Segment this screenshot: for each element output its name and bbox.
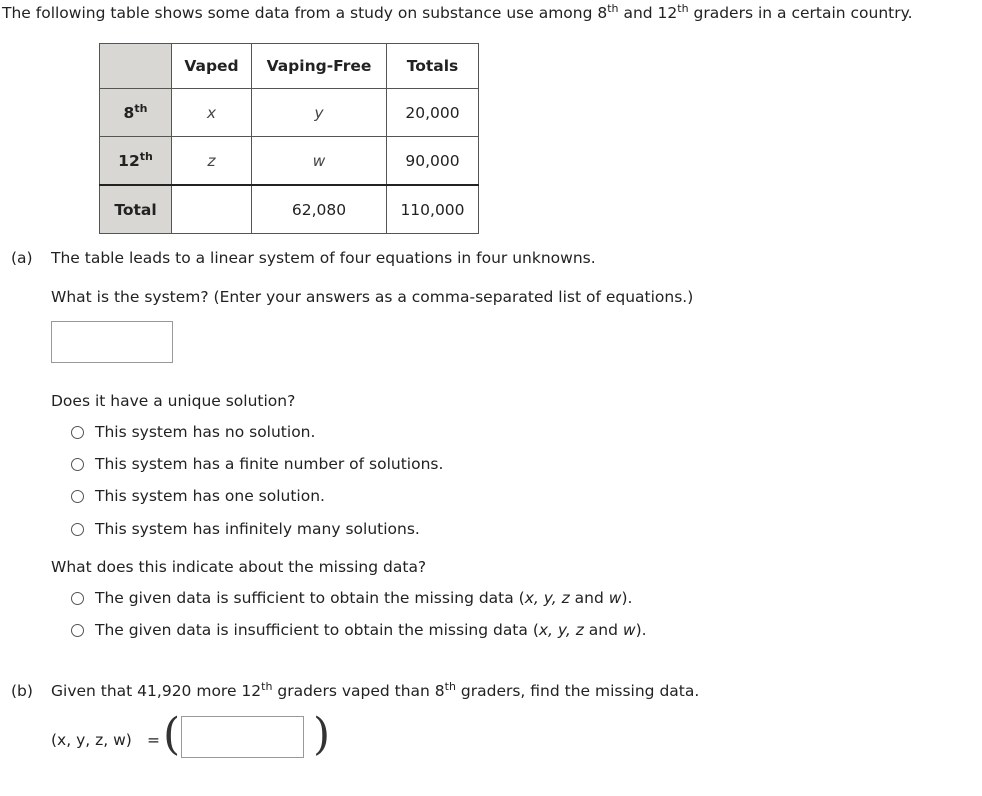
part-a-marker: (a): [11, 249, 33, 267]
cell-total-vaping-free: 62,080: [252, 185, 387, 234]
radio-button[interactable]: [71, 458, 84, 471]
row-header-8th: 8th: [100, 89, 172, 137]
column-header-vaped: Vaped: [172, 44, 252, 89]
cell-8th-vaping-free: y: [252, 89, 387, 137]
part-b-marker: (b): [11, 682, 33, 700]
row-header-total: Total: [100, 185, 172, 234]
equals-sign: =: [147, 731, 160, 749]
intro-text: The following table shows some data from a study on substance use among 8th and 12th graders in a certain country.: [2, 2, 913, 22]
table-row-8th: [100, 89, 479, 137]
table-corner-cell: [100, 44, 172, 89]
cell-8th-total: 20,000: [387, 89, 479, 137]
option-data-insufficient[interactable]: The given data is insufficient to obtain the missing data (x, y, z and w).: [71, 621, 647, 639]
radio-button[interactable]: [71, 490, 84, 503]
part-b-statement: Given that 41,920 more 12th graders vaped than 8th graders, find the missing data.: [51, 680, 700, 700]
radio-button[interactable]: [71, 592, 84, 605]
option-data-sufficient[interactable]: The given data is sufficient to obtain the missing data (x, y, z and w).: [71, 589, 632, 607]
cell-12th-vaped: z: [172, 137, 252, 186]
option-finite-solutions[interactable]: This system has a finite number of solutions.: [71, 455, 443, 473]
part-a-question: What is the system? (Enter your answers as a comma-separated list of equations.): [51, 288, 694, 306]
option-no-solution[interactable]: This system has no solution.: [71, 423, 315, 441]
row-header-12th: 12th: [100, 137, 172, 186]
data-table: [99, 43, 479, 234]
option-infinite-solutions[interactable]: This system has infinitely many solutions.: [71, 520, 420, 538]
tuple-answer-input[interactable]: [181, 716, 304, 758]
table-row-total: [100, 185, 479, 234]
radio-button[interactable]: [71, 624, 84, 637]
cell-12th-total: 90,000: [387, 137, 479, 186]
cell-total-total: 110,000: [387, 185, 479, 234]
cell-12th-vaping-free: w: [252, 137, 387, 186]
missing-data-question: What does this indicate about the missing data?: [51, 558, 427, 576]
tuple-label: (x, y, z, w): [51, 731, 132, 749]
part-a-statement: The table leads to a linear system of four equations in four unknowns.: [51, 249, 596, 267]
table-row-12th: [100, 137, 479, 186]
cell-total-vaped: [172, 185, 252, 234]
unique-solution-question: Does it have a unique solution?: [51, 392, 296, 410]
radio-button[interactable]: [71, 426, 84, 439]
open-paren: (: [163, 709, 181, 760]
system-answer-input[interactable]: [51, 321, 173, 363]
column-header-totals: Totals: [387, 44, 479, 89]
cell-8th-vaped: x: [172, 89, 252, 137]
option-one-solution[interactable]: This system has one solution.: [71, 487, 325, 505]
column-header-vaping-free: Vaping-Free: [252, 44, 387, 89]
close-paren: ): [313, 709, 331, 760]
table-header-row: [100, 44, 479, 89]
radio-button[interactable]: [71, 523, 84, 536]
